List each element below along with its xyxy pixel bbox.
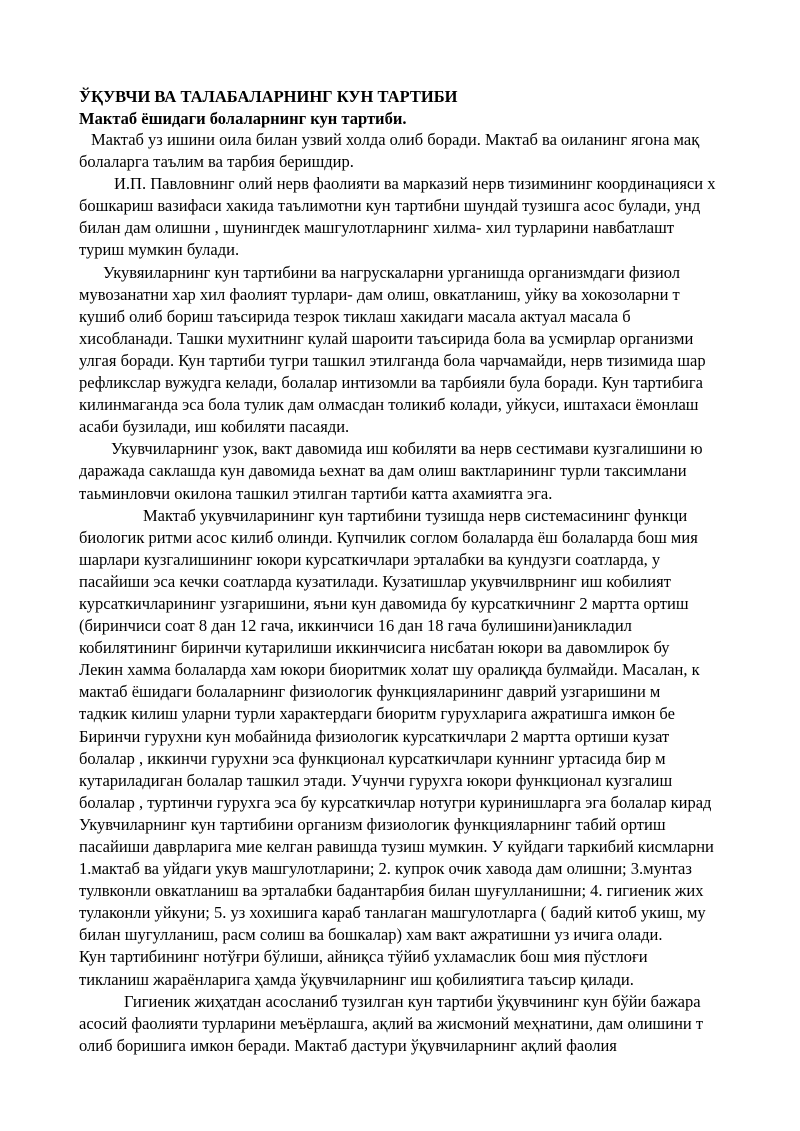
text-line: туриш мумкин булади. (79, 240, 240, 260)
text-line: болаларга таълим ва тарбия беришдир. (79, 152, 354, 172)
text-line: тулаконли уйкуни; 5. уз хохишига караб танлаган машгулотларга ( бадий китоб укиш, му (79, 903, 706, 923)
text-line: асосий фаолияти турларини меъёрлашга, ақлий ва жисмоний меҳнатини, дам олишини т (79, 1013, 704, 1033)
text-line: шарлари кузгалишининг юкори курсаткичлари эрталабки ва кундузги соатларда, у (79, 549, 661, 569)
text-line: Биринчи гурухни кун мобайнида физиологик курсаткичлари 2 мартта ортиши кузат (79, 726, 670, 746)
text-line: тикланиш жараёнларига ҳамда ўқувчиларнинг иш қобилиятига таъсир қилади. (79, 969, 634, 989)
text-line: кутариладиган болалар ташкил этади. Учунчи гурухга юкори функционал кузгалиш (79, 770, 673, 790)
document-subtitle: Мактаб ёшидаги болаларнинг кун тартиби. (79, 109, 407, 128)
text-line: биологик ритми асос килиб олинди. Купчилик соглом болаларда ёш болаларда бош мия (79, 527, 698, 547)
text-line: Гигиеник жиҳатдан асосланиб тузилган кун тартиби ўқувчининг кун бўйи бажара (124, 991, 701, 1011)
text-line: курсаткичларининг узгаришини, яъни кун давомида бу курсаткичнинг 2 мартта ортиш (79, 593, 689, 613)
text-line: улгая боради. Кун тартиби тугри ташкил этилганда бола чарчамайди, нерв тизимида шар (79, 350, 706, 370)
text-line: пасайиши эса кечки соатларда кузатилади. Кузатишлар укувчилврнинг иш кобилият (79, 571, 671, 591)
text-line: билан дам олишни , шунингдек машгулотларнинг хилма- хил турларини навбатлашт (79, 218, 675, 238)
text-line: Мактаб уз ишини оила билан узвий холда олиб боради. Мактаб ва оиланинг ягона мақ (91, 130, 700, 149)
text-line: Укувчиларнинг кун тартибини организм физиологик функцияларнинг табий ортиш (79, 814, 666, 834)
text-line: Мактаб укувчиларининг кун тартибини тузишда нерв системасининг функци (143, 505, 688, 525)
document-title: ЎҚУВЧИ ВА ТАЛАБАЛАРНИНГ КУН ТАРТИБИ (79, 87, 458, 106)
text-line: Лекин хамма болаларда хам юкори биоритмик холат шу оралиқда булмайди. Масалан, к (79, 660, 700, 680)
text-line: Кун тартибининг нотўғри бўлиши, айниқса тўйиб ухламаслик бош мия пўстлоғи (79, 947, 648, 967)
text-line: тулвконли овкатланиш ва эрталабки бадантарбия билан шуғулланишни; 4. гигиеник жих (79, 881, 704, 901)
text-line: мактаб ёшидаги болаларнинг физиологик функцияларининг даврий узгаришини м (79, 682, 661, 702)
text-line: таьминловчи окилона ташкил этилган тартиби катта ахамиятга эга. (79, 483, 553, 503)
text-line: И.П. Павловнинг олий нерв фаолияти ва марказий нерв тизимининг координацияси х (114, 174, 716, 194)
text-line: билан шугулланиш, расм солиш ва бошкалар) хам вакт ажратишни уз ичига олади. (79, 925, 663, 945)
text-line: рефликслар вужудга келади, болалар интизомли ва тарбияли була боради. Кун тартибига (79, 373, 703, 393)
text-line: болалар , туртинчи гурухга эса бу курсаткичлар нотугри куринишларга эга болалар кирад (79, 792, 712, 812)
text-line: пасайиши даврларига мие келган равишда тузиш мумкин. У куйдаги таркибий кисмларни (79, 837, 714, 856)
text-line: тадкик килиш уларни турли характердаги биоритм гурухларига ажратишга имкон бе (79, 704, 675, 724)
text-line: Укувчиларнинг узок, вакт давомида иш кобиляти ва нерв сестимави кузгалишини ю (111, 439, 703, 459)
text-line: кобилятининг биринчи кутарилиши иккинчисига нисбатан юкори ва давомлирок бу (79, 638, 670, 658)
text-line: мувозанатни хар хил фаолият турлари- дам олиш, овкатланиш, уйку ва хокозоларни т (79, 284, 680, 304)
text-line: Укувяиларнинг кун тартибини ва нагрускаларни урганишда организмдаги физиол (103, 262, 680, 282)
text-line: кушиб олиб бориш таъсирида тезрок тиклаш хакидаги масала актуал масала б (79, 306, 631, 326)
text-line: олиб боришига имкон беради. Мактаб дастури ўқувчиларнинг ақлий фаолия (79, 1035, 617, 1055)
text-line: 1.мактаб ва уйдаги укув машгулотларини; 2. купрок очик хавода дам олишни; 3.мунтаз (79, 859, 692, 879)
text-line: асаби бузилади, иш кобиляти пасаяди. (79, 417, 350, 437)
text-line: бошкариш вазифаси хакида таълимотни кун тартибни шундай тузишга асос булади, унд (79, 196, 701, 216)
text-line: килинмаганда эса бола тулик дам олмасдан толикиб колади, уйкуси, иштахаси ёмонлаш (79, 395, 699, 415)
text-line: хисобланади. Ташки мухитнинг кулай шароити таъсирида бола ва усмирлар организми (79, 328, 694, 348)
text-line: даражада саклашда кун давомида ьехнат ва дам олиш вактларининг турли таксимлани (79, 461, 687, 481)
text-line: болалар , иккинчи гурухни эса функционал курсаткичлари куннинг уртасида бир м (79, 748, 666, 768)
document-body (79, 129, 715, 1057)
text-line: (биринчиси соат 8 дан 12 гача, иккинчиси 16 дан 18 гача булишини)аникладил (79, 616, 632, 636)
